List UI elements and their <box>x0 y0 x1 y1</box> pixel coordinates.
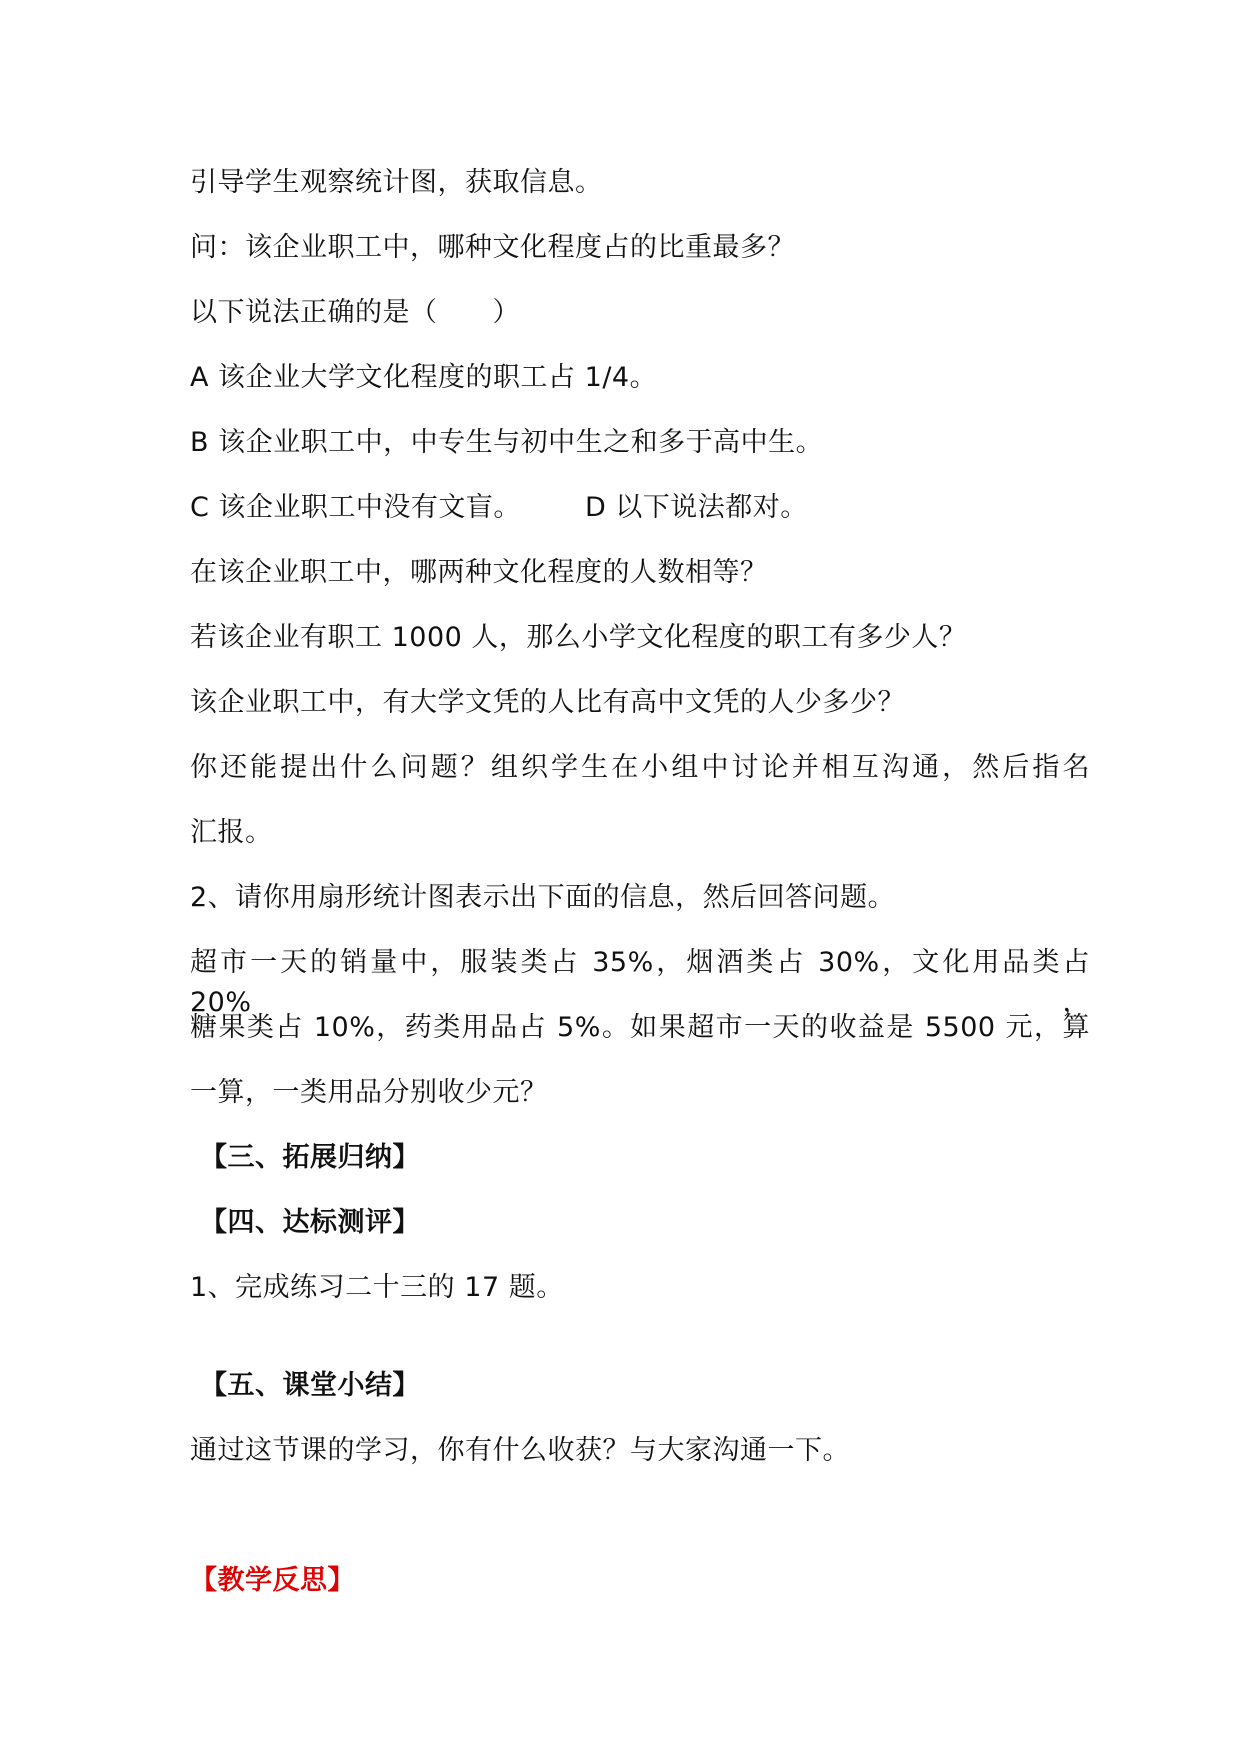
question-largest-share: 问：该企业职工中，哪种文化程度占的比重最多？ <box>190 232 795 263</box>
section-heading-assessment: 【四、达标测评】 <box>200 1207 420 1238</box>
exercise-2-text-line-1: 超市一天的销量中，服装类占 35%，烟酒类占 30%，文化用品类占 20%， <box>190 947 1090 1018</box>
option-d: D 以下说法都对。 <box>584 492 808 523</box>
question-equal-count: 在该企业职工中，哪两种文化程度的人数相等？ <box>190 557 768 588</box>
paragraph-observe-chart: 引导学生观察统计图，获取信息。 <box>190 167 603 198</box>
paragraph-discussion: 你还能提出什么问题？组织学生在小组中讨论并相互沟通，然后指名 <box>190 752 1090 783</box>
exercise-2-text-line-3: 一算，一类用品分别收少元？ <box>190 1077 548 1108</box>
option-c: C 该企业职工中没有文盲。 <box>190 492 521 523</box>
section-heading-reflection: 【教学反思】 <box>190 1565 355 1596</box>
question-college-vs-highschool: 该企业职工中，有大学文凭的人比有高中文凭的人少多少？ <box>190 687 905 718</box>
exercise-2-title: 2、请你用扇形统计图表示出下面的信息，然后回答问题。 <box>190 882 896 913</box>
option-b: B 该企业职工中，中专生与初中生之和多于高中生。 <box>190 427 824 458</box>
assessment-item-1: 1、完成练习二十三的 17 题。 <box>190 1272 564 1303</box>
section-heading-extension: 【三、拓展归纳】 <box>200 1142 420 1173</box>
question-correct-statement: 以下说法正确的是（ ） <box>190 297 520 328</box>
question-primary-school-count: 若该企业有职工 1000 人，那么小学文化程度的职工有多少人？ <box>190 622 967 653</box>
section-heading-summary: 【五、课堂小结】 <box>200 1370 420 1401</box>
exercise-2-text-line-2: 糖果类占 10%，药类用品占 5%。如果超市一天的收益是 5500 元，算 <box>190 1012 1090 1043</box>
option-a: A 该企业大学文化程度的职工占 1/4。 <box>190 362 658 393</box>
options-c-d-row <box>190 488 1090 528</box>
summary-text: 通过这节课的学习，你有什么收获？与大家沟通一下。 <box>190 1435 850 1466</box>
paragraph-report: 汇报。 <box>190 817 273 848</box>
